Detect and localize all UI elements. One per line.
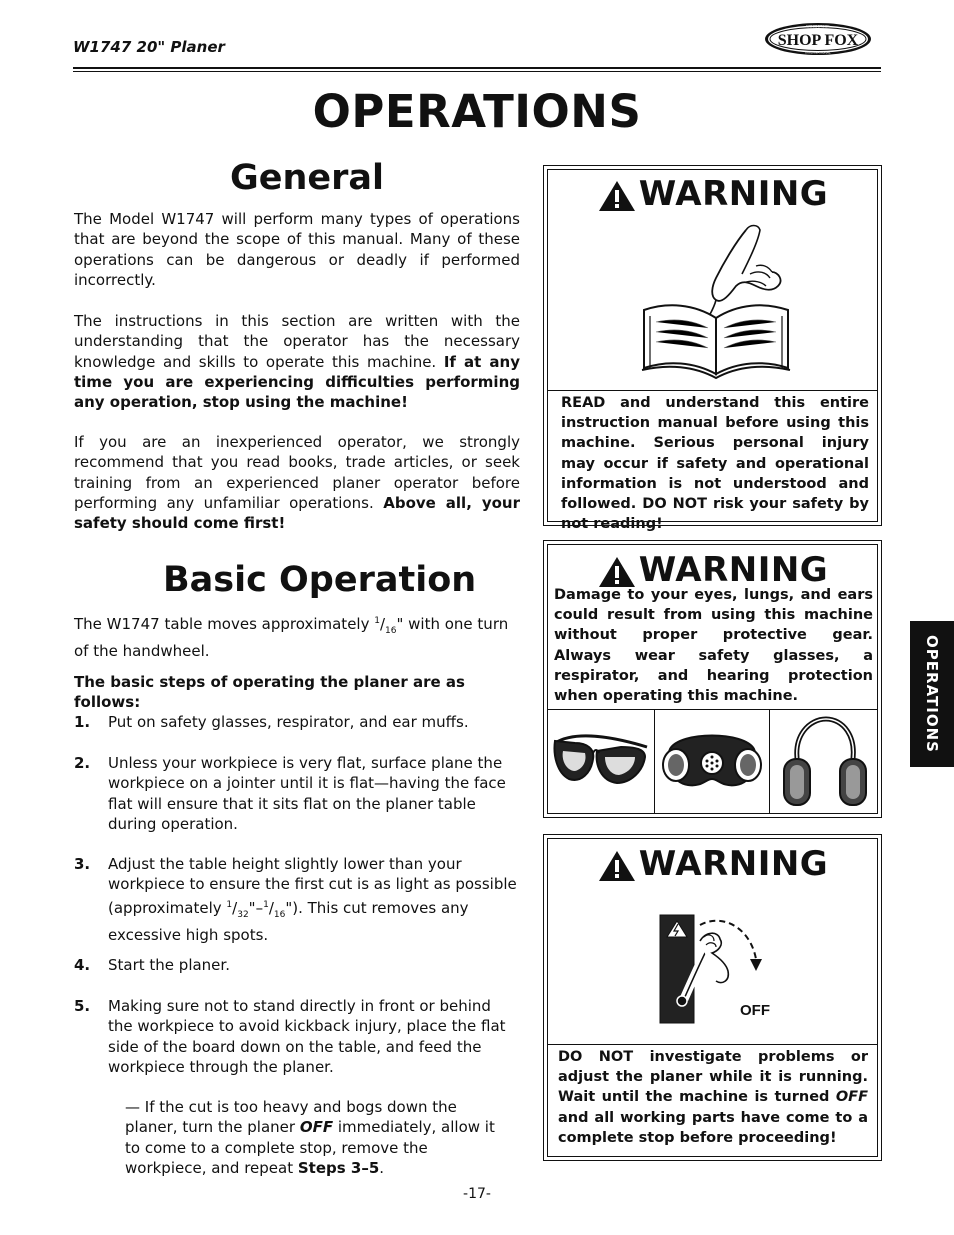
step-3: 3. Adjust the table height slightly lower than your workpiece to ensure the first cut is as light as possible (approximately $^1/_{32}"-^1/_{16}$"). This cut removes any excessive high spots. <box>74 855 517 944</box>
page-number: -17- <box>463 1186 491 1202</box>
step-5: 5. Making sure not to stand directly in front or behind the workpiece to avoid kickback injury, place the flat side of the board down on the table, and feed the workpiece through the planer. <box>74 997 506 1076</box>
general-paragraph-3: If you are an inexperienced operator, we strongly recommend that you read books, trade articles, or seek training from an experienced planer operator before performing any unfamiliar operations. Above all, your safety should come first! <box>74 433 521 533</box>
warning-header: WARNING <box>548 844 877 884</box>
warning-triangle-icon <box>597 555 637 589</box>
warning-text-protective-gear: Damage to your eyes, lungs, and ears could result from using this machine without proper protective gear. Always wear safety glasses, a respirator, and hearing protection when operating this machine. <box>554 587 873 705</box>
step-2: 2. Unless your workpiece is very flat, surface plane the workpiece on a jointer until it is flat—having the face flat will ensure that it sits flat on the planer table during operation. <box>74 754 506 833</box>
warning-box-read-manual <box>543 165 882 533</box>
basic-intro: The W1747 table moves approximately $^1/_{16}$" with one turn of the handwheel. <box>74 615 509 661</box>
warning-box-protective-gear <box>543 540 882 818</box>
warning-triangle-icon <box>597 179 637 213</box>
switch-off-label: OFF <box>740 1002 770 1019</box>
warning-triangle-icon <box>597 849 637 883</box>
general-heading: General <box>230 158 384 198</box>
step-4: 4. Start the planer. <box>74 956 230 974</box>
side-tab-label: OPERATIONS <box>923 635 941 753</box>
header-rule <box>73 67 881 69</box>
ear-muffs-icon <box>780 715 870 809</box>
page-title: OPERATIONS <box>312 85 642 138</box>
svg-text:SHOP FOX: SHOP FOX <box>777 32 859 49</box>
document-title: W1747 20" Planer <box>73 38 225 56</box>
warning-text-read-manual: READ and understand this entire instruction manual before using this machine. Serious personal injury may occur if safety and operational information is not understood and followed. DO NOT risk your safety by not reading! <box>561 395 869 533</box>
warning-divider <box>548 709 877 710</box>
warning-divider <box>548 390 877 391</box>
basic-operation-heading: Basic Operation <box>163 560 477 600</box>
safety-glasses-icon <box>551 721 651 801</box>
header-rule-thin <box>73 71 881 72</box>
read-manual-icon <box>638 222 798 380</box>
warning-header: WARNING <box>548 550 877 590</box>
respirator-icon <box>660 723 764 799</box>
step-1: 1. Put on safety glasses, respirator, and ear muffs. <box>74 713 469 731</box>
icon-divider <box>654 709 655 813</box>
warning-header: WARNING <box>548 174 877 214</box>
warning-divider <box>548 1044 877 1045</box>
section-side-tab <box>910 621 954 767</box>
steps-lead: The basic steps of operating the planer are as follows: <box>74 673 465 712</box>
icon-divider <box>769 709 770 813</box>
general-paragraph-1: The Model W1747 will perform many types of operations that are beyond the scope of this manual. Many of these operations can be dangerous or deadly if performed incorrectly. <box>74 210 520 289</box>
svg-text:WOODSTOCK: WOODSTOCK <box>806 24 830 29</box>
warning-box-power-off <box>543 834 882 1161</box>
warning-text-power-off: DO NOT investigate problems or adjust the planer while it is running. Wait until the machine is turned OFF and all working parts have come to a complete stop before proceeding! <box>558 1049 868 1146</box>
svg-text:INTERNATIONAL: INTERNATIONAL <box>805 50 831 55</box>
general-paragraph-2: The instructions in this section are written with the understanding that the operator has the necessary knowledge and skills to operate this machine. If at any time you are experiencing difficulties performing any operation, stop using the machine! <box>74 312 520 412</box>
step-5-note: — If the cut is too heavy and bogs down the planer, turn the planer OFF immediately, allow it to come to a complete stop, remove the workpiece, and repeat Steps 3–5. <box>125 1098 495 1177</box>
shop-fox-logo <box>764 22 872 56</box>
